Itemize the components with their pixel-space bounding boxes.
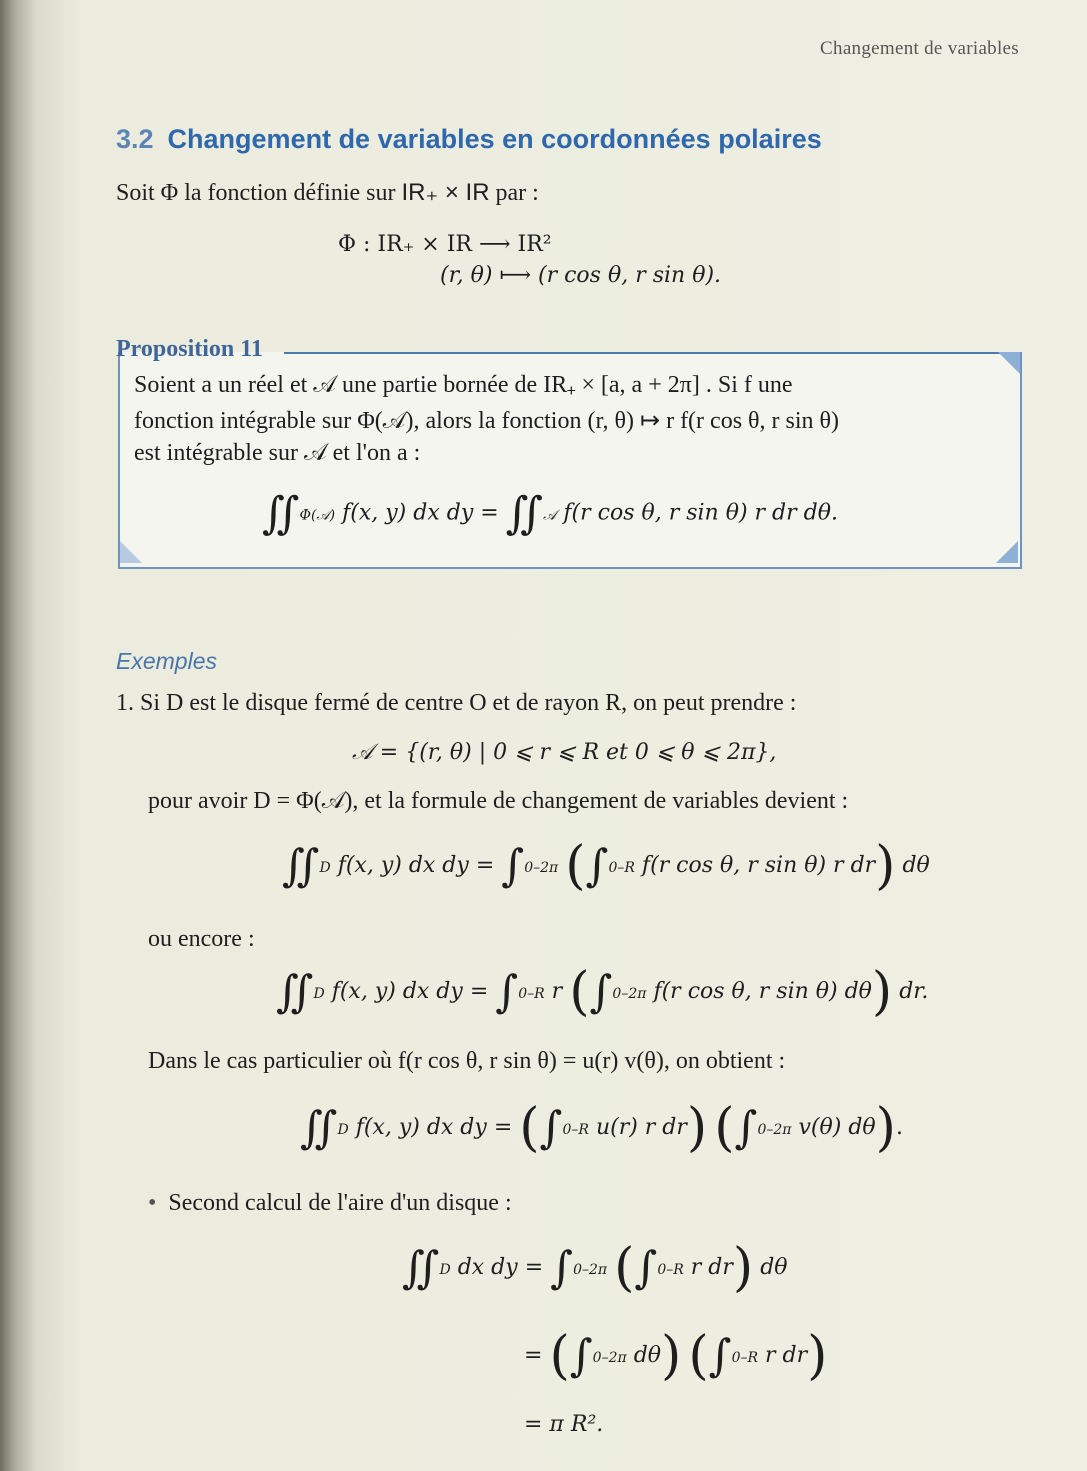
f2-outer-d: dr.: [899, 979, 929, 1004]
intro-text-before: Soit Φ la fonction définie sur: [116, 180, 402, 206]
map-definition-row1: Φ : IR₊ × IR ⟶ IR²: [338, 232, 552, 257]
proposition-corner-bottom-left: [120, 541, 142, 563]
lim-0: 0: [524, 860, 534, 876]
proposition-formula: [262, 488, 838, 539]
integral-sign: ∫: [550, 1242, 574, 1294]
lim-0: 0: [731, 1350, 741, 1366]
lim-0-2pi: 0–2π: [524, 860, 559, 876]
f2-r: r: [551, 979, 563, 1004]
integral-sign: ∫: [539, 1102, 563, 1154]
lim-0: 0: [757, 1122, 767, 1138]
section-heading: [116, 124, 822, 155]
paren-open: (: [714, 1098, 735, 1158]
lim-0: 0: [562, 1122, 572, 1138]
paren-open: (: [565, 836, 586, 896]
integral-sign: ∫: [501, 840, 525, 892]
paren-close: ): [871, 962, 893, 1022]
proposition-corner-bottom-right: [996, 541, 1018, 563]
intro-domain: IR₊ × IR: [401, 179, 490, 206]
f3-end: .: [895, 1115, 903, 1140]
lim-0-R: 0–R: [562, 1122, 589, 1138]
cas-particulier: Dans le cas particulier où f(r cos θ, r sin θ) = u(r) v(θ), on obtient :: [148, 1048, 786, 1074]
paren-close: ): [732, 1238, 754, 1298]
bullet-icon: •: [148, 1190, 157, 1216]
integral-sign: ∫: [585, 840, 609, 892]
lim-R: R: [534, 986, 545, 1002]
f3-second: v(θ) dθ: [798, 1115, 876, 1140]
proposition-title: Proposition 11: [116, 336, 263, 362]
f3-first: u(r) r dr: [595, 1115, 687, 1140]
formula-left-domain: Φ(𝒜): [299, 507, 336, 524]
paren-close: ): [875, 1098, 896, 1158]
sub-D: D: [439, 1262, 451, 1278]
double-integral-sign: ∬: [402, 1242, 440, 1294]
proposition-corner-top-right: [998, 352, 1020, 374]
integral-sign: ∫: [495, 966, 519, 1018]
integral-sign: ∫: [708, 1330, 732, 1382]
double-integral-sign: ∬: [282, 840, 320, 892]
sub-D: D: [319, 860, 331, 876]
lim-2pi: 2π: [773, 1122, 792, 1138]
ou-encore: ou encore :: [148, 926, 255, 952]
lim-0: 0: [612, 986, 622, 1002]
second-calc-title: Second calcul de l'aire d'un disque :: [168, 1190, 512, 1216]
example-1-set: 𝒜 = {(r, θ) | 0 ⩽ r ⩽ R et 0 ⩽ θ ⩽ 2π},: [352, 740, 777, 765]
formula-right-domain: 𝒜: [543, 507, 557, 524]
lim-2pi: 2π: [540, 860, 559, 876]
formula-right-integrand: f(r cos θ, r sin θ) r dr dθ.: [563, 500, 838, 526]
lim-0: 0: [518, 986, 528, 1002]
map-definition-row2: (r, θ) ⟼ (r cos θ, r sin θ).: [440, 263, 722, 288]
f2-lhs: f(x, y) dx dy =: [331, 979, 489, 1004]
formula-1: [282, 836, 930, 896]
lim-0-2pi: 0–2π: [612, 986, 647, 1002]
paren-close: ): [686, 1098, 708, 1158]
f3-lhs: f(x, y) dx dy =: [355, 1115, 513, 1140]
l2-eq: =: [524, 1343, 543, 1368]
lim-2pi: 2π: [588, 1262, 608, 1278]
integral-sign: ∫: [634, 1242, 658, 1294]
proposition-rule: [284, 352, 1020, 354]
f1-outer-d: dθ: [902, 853, 930, 878]
second-calc-line-3: = π R².: [524, 1412, 604, 1437]
second-calc-line-1: [402, 1238, 788, 1298]
formula-2: [276, 962, 928, 1022]
section-title: Changement de variables en coordonnées polaires: [167, 124, 822, 154]
second-calc-line-2: [524, 1326, 827, 1386]
f1-lhs: f(x, y) dx dy =: [337, 853, 495, 878]
proposition-line-1: Soient a un réel et 𝒜 une partie bornée de IR₊ × [a, a + 2π] . Si f une: [134, 372, 793, 398]
example-1-line-2: pour avoir D = Φ(𝒜), et la formule de changement de variables devient :: [148, 788, 849, 814]
sub-D: D: [337, 1122, 349, 1138]
lim-0: 0: [657, 1262, 667, 1278]
proposition-line-2: fonction intégrable sur Φ(𝒜), alors la fonction (r, θ) ↦ r f(r cos θ, r sin θ): [134, 408, 840, 434]
paren-open: (: [614, 1238, 635, 1298]
integral-sign: ∫: [589, 966, 613, 1018]
lim-0-R: 0–R: [731, 1350, 759, 1366]
paren-close: ): [661, 1326, 682, 1386]
section-number: 3.2: [116, 124, 154, 154]
integral-sign: ∫: [734, 1102, 758, 1154]
lim-0-2pi: 0–2π: [592, 1350, 627, 1366]
paren-open: (: [688, 1326, 709, 1386]
lim-0: 0: [608, 860, 618, 876]
intro-sentence: [116, 178, 539, 207]
paren-close: ): [875, 836, 896, 896]
double-integral-sign: ∬: [300, 1102, 338, 1154]
f2-inner: f(r cos θ, r sin θ) dθ: [653, 979, 872, 1004]
running-header: Changement de variables: [820, 38, 1019, 59]
formula-left-integrand: f(x, y) dx dy =: [342, 500, 499, 526]
sub-D: D: [313, 986, 325, 1002]
intro-text-after: par :: [489, 180, 539, 206]
f1-inner: f(r cos θ, r sin θ) r dr: [641, 853, 876, 878]
formula-3: [300, 1098, 903, 1158]
l2-first: dθ: [633, 1343, 662, 1368]
lim-0-R: 0–R: [518, 986, 545, 1002]
lim-2pi: 2π: [608, 1350, 627, 1366]
l1-inner: r dr: [690, 1255, 733, 1280]
lim-0-2pi: 0–2π: [757, 1122, 792, 1138]
lim-0-2pi: 0–2π: [573, 1262, 608, 1278]
double-integral-sign: ∬: [276, 966, 314, 1018]
examples-title: Exemples: [116, 648, 217, 674]
paren-close: ): [807, 1326, 828, 1386]
lim-R: R: [624, 860, 635, 876]
l1-lhs: dx dy =: [457, 1255, 544, 1280]
lim-0: 0: [573, 1262, 582, 1278]
lim-R: R: [673, 1262, 684, 1278]
l1-outer-d: dθ: [760, 1255, 788, 1280]
l2-second: r dr: [765, 1343, 808, 1368]
double-integral-sign: ∬: [505, 488, 544, 539]
lim-0-R: 0–R: [608, 860, 635, 876]
example-1-line-1: 1. Si D est le disque fermé de centre O et de rayon R, on peut prendre :: [116, 690, 797, 716]
lim-0: 0: [592, 1350, 602, 1366]
double-integral-sign: ∬: [262, 488, 300, 539]
proposition-line-3: est intégrable sur 𝒜 et l'on a :: [134, 440, 421, 466]
paren-open: (: [569, 962, 590, 1022]
lim-0-R: 0–R: [657, 1262, 684, 1278]
paren-open: (: [549, 1326, 570, 1386]
lim-R: R: [578, 1122, 589, 1138]
lim-2pi: 2π: [628, 986, 647, 1002]
paren-open: (: [519, 1098, 540, 1158]
lim-R: R: [747, 1350, 759, 1366]
second-calc-heading: [148, 1190, 512, 1217]
integral-sign: ∫: [569, 1330, 593, 1382]
